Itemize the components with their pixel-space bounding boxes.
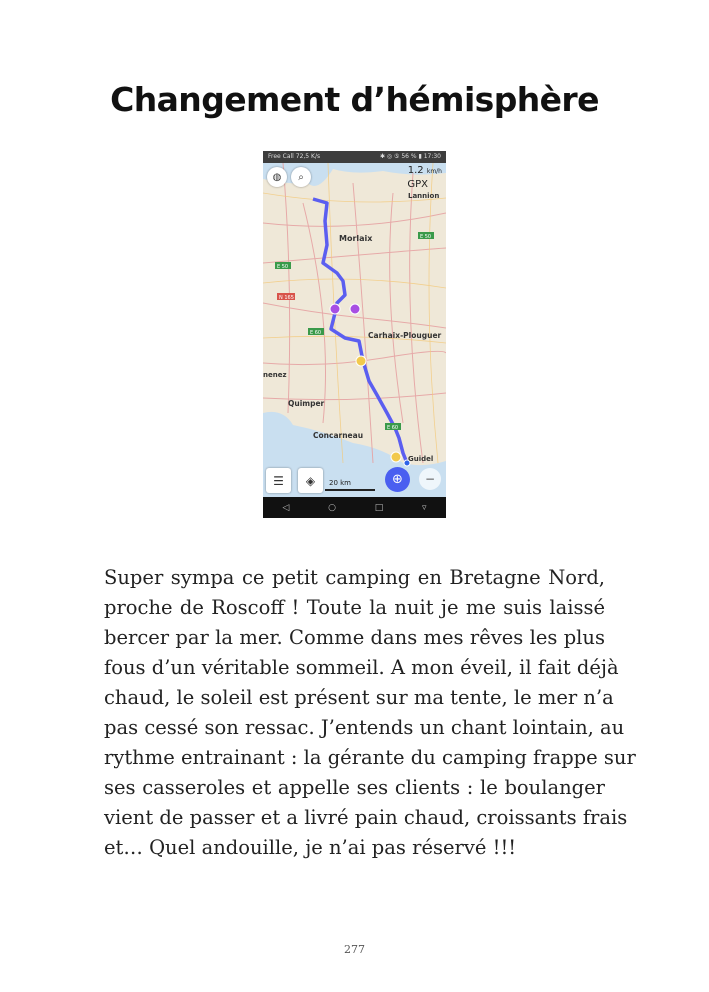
recents-icon[interactable]: □ [374, 502, 384, 513]
road-e50-a: E 50 [420, 234, 432, 240]
map-screenshot [263, 151, 446, 518]
body-line: pas cessé son ressac. J’entends un chant lointain, au [104, 716, 625, 739]
label-guidel: Guidel [408, 455, 434, 463]
road-n165: N 165 [279, 295, 294, 301]
body-line: Super sympa ce petit camping en Bretagne Nord, [104, 566, 605, 589]
phone-status-bar [263, 151, 446, 163]
gpx-label[interactable]: GPX [407, 179, 428, 190]
body-line: et… Quel andouille, je n’ai pas réservé !!! [104, 836, 517, 859]
locate-icon[interactable]: ⊕ [385, 467, 410, 492]
globe-icon[interactable]: ◍ [267, 167, 287, 187]
label-lannion: Lannion [408, 192, 440, 200]
status-right: ✱ ◎ ⑤ 56 % ▮ 17:30 [379, 153, 441, 160]
speed-readout [408, 165, 442, 176]
road-e60-b: E 60 [387, 425, 399, 431]
scale-label: 20 km [329, 479, 352, 487]
waypoint-yellow-icon [391, 452, 401, 462]
page-title: Changement d’hémisphère [110, 80, 599, 119]
body-line: bercer par la mer. Comme dans mes rêves les plus [104, 626, 605, 649]
label-quimper: Quimper [288, 399, 325, 408]
body-line: proche de Roscoff ! Toute la nuit je me suis laissé [104, 596, 605, 619]
label-carhaix: Carhaix-Plouguer [368, 331, 442, 340]
status-left: Free Call 72,5 K/s [268, 153, 321, 160]
body-line: vient de passer et a livré pain chaud, croissants frais [104, 806, 628, 829]
waypoint-yellow-icon [356, 356, 366, 366]
menu-icon[interactable]: ☰ [266, 468, 291, 493]
navigate-icon[interactable]: ◈ [298, 468, 323, 493]
label-concarneau: Concarneau [313, 431, 364, 440]
label-nenez: nenez [263, 371, 287, 379]
android-nav-bar [263, 497, 446, 518]
hide-keyboard-icon[interactable]: ▿ [422, 502, 427, 513]
speed-value: 1.2 [407, 165, 424, 176]
body-line: chaud, le soleil est présent sur ma tente, le mer n’a [104, 686, 614, 709]
waypoint-purple-icon [350, 304, 360, 314]
body-line: rythme entrainant : la gérante du camping frappe sur [104, 746, 636, 769]
scale-bar [325, 489, 375, 491]
page-number: 277 [344, 943, 365, 956]
waypoint-purple-icon [330, 304, 340, 314]
body-line: ses casseroles et appelle ses clients : le boulanger [104, 776, 605, 799]
map-view [263, 163, 446, 497]
label-morlaix: Morlaix [339, 234, 373, 243]
home-icon[interactable]: ○ [328, 502, 336, 513]
zoom-out-icon[interactable]: − [419, 468, 441, 490]
road-e60-a: E 60 [310, 330, 322, 336]
road-e50-b: E 50 [277, 264, 289, 270]
search-icon[interactable]: ⌕ [291, 167, 311, 187]
speed-unit: km/h [426, 168, 442, 175]
body-line: fous d’un véritable sommeil. A mon éveil, il fait déjà [104, 656, 619, 679]
body-paragraph [104, 563, 636, 863]
back-icon[interactable]: ◁ [282, 502, 290, 513]
